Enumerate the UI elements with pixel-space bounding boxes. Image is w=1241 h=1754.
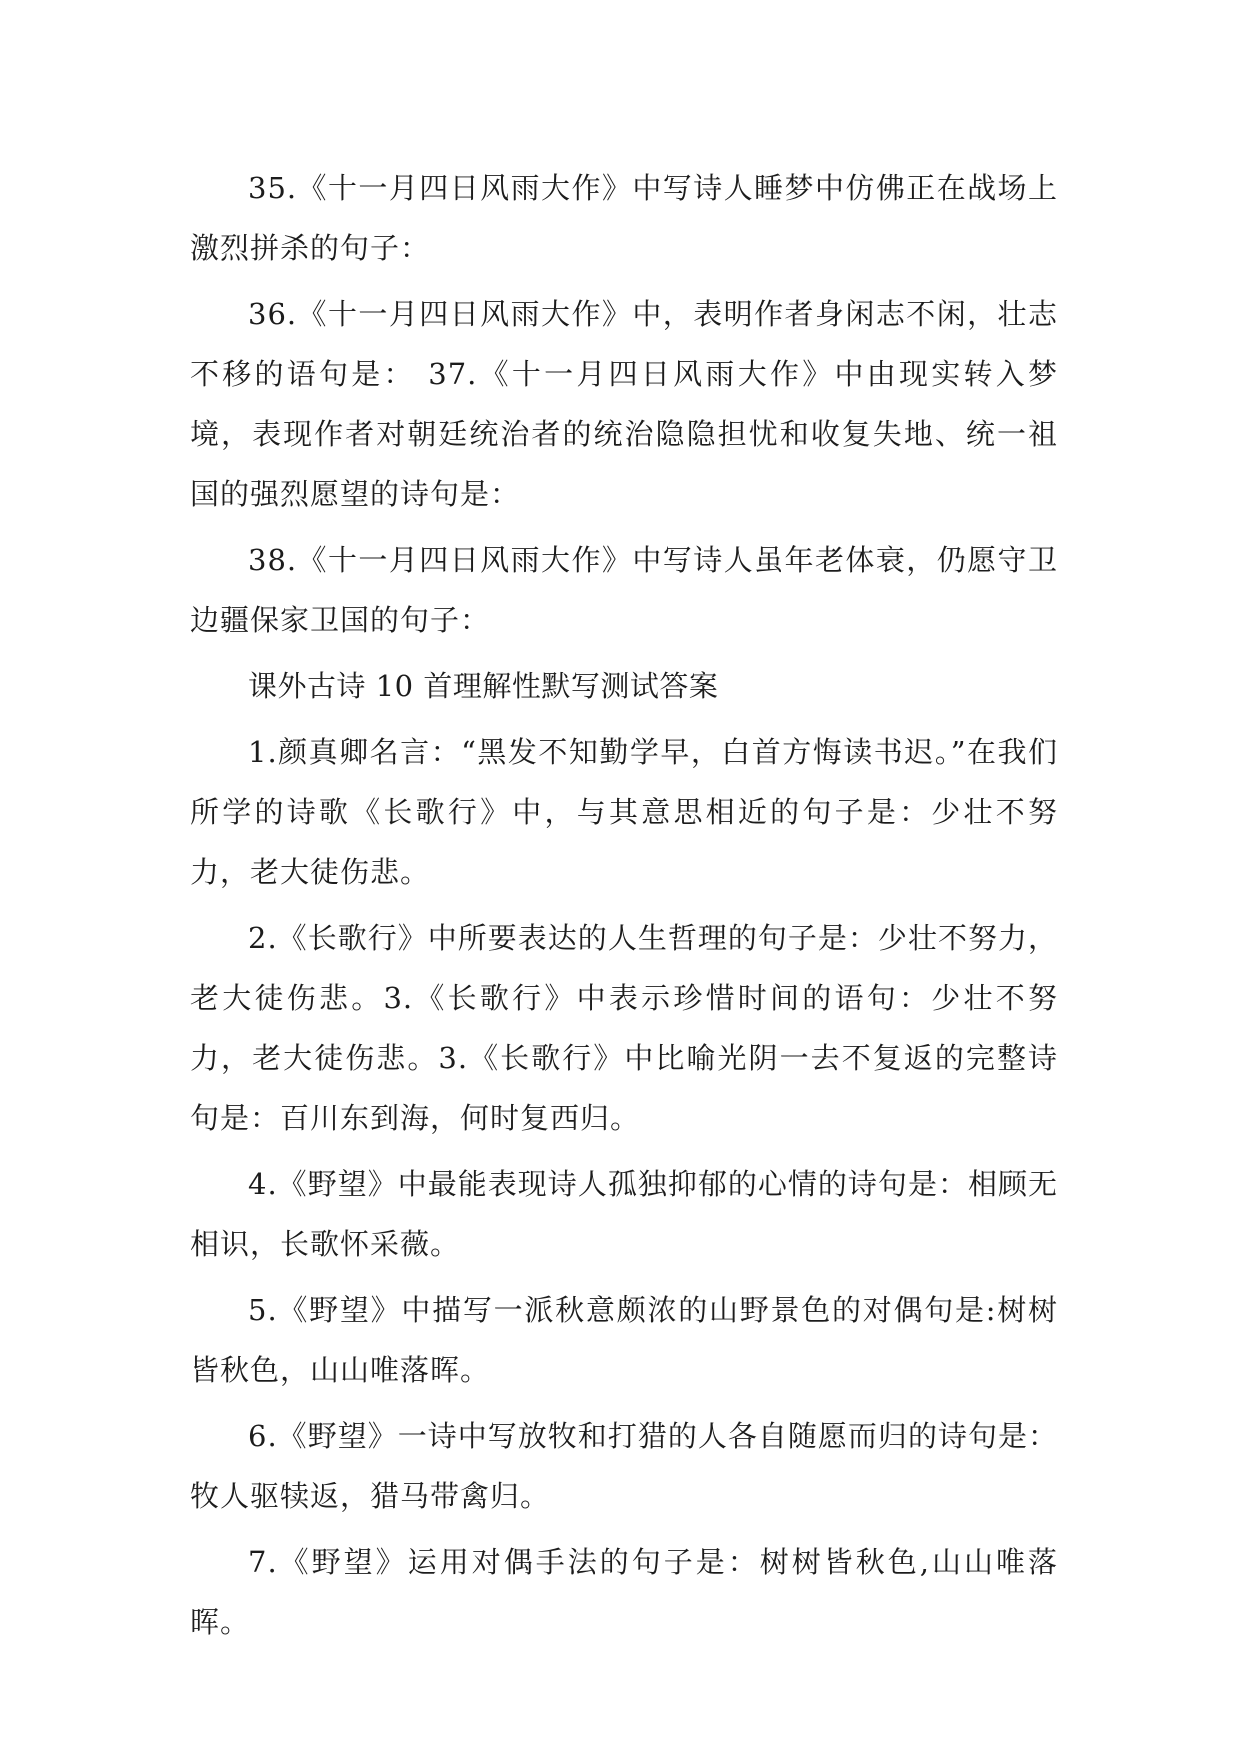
question-35: 35.《十一月四日风雨大作》中写诗人睡梦中仿佛正在战场上激烈拼杀的句子： [190,171,1058,265]
answer-5: 5.《野望》中描写一派秋意颇浓的山野景色的对偶句是:树树皆秋色，山山唯落晖。 [190,1293,1058,1387]
section-title: 课外古诗 10 首理解性默写测试答案 [248,669,719,703]
question-36-37: 36.《十一月四日风雨大作》中，表明作者身闲志不闲，壮志不移的语句是： 37.《十一月四日风雨大作》中由现实转入梦境，表现作者对朝廷统治者的统治隐隐担忧和收复失地、统一祖国的强烈愿望的诗句是： [190,297,1058,511]
document-page [190,158,1058,1658]
answer-6: 6.《野望》一诗中写放牧和打猎的人各自随愿而归的诗句是：牧人驱犊返，猎马带禽归。 [190,1419,1058,1513]
answer-4: 4.《野望》中最能表现诗人孤独抑郁的心情的诗句是：相顾无相识，长歌怀采薇。 [190,1167,1058,1261]
question-38: 38.《十一月四日风雨大作》中写诗人虽年老体衰，仍愿守卫边疆保家卫国的句子： [190,543,1058,637]
answer-2-3: 2.《长歌行》中所要表达的人生哲理的句子是：少壮不努力，老大徒伤悲。3.《长歌行》中表示珍惜时间的语句：少壮不努力，老大徒伤悲。3.《长歌行》中比喻光阴一去不复返的完整诗句是：百川东到海，何时复西归。 [190,921,1058,1135]
answer-1: 1.颜真卿名言：“黑发不知勤学早，白首方悔读书迟。”在我们所学的诗歌《长歌行》中，与其意思相近的句子是：少壮不努力，老大徒伤悲。 [190,735,1058,889]
answer-7: 7.《野望》运用对偶手法的句子是：树树皆秋色,山山唯落晖。 [190,1545,1058,1639]
